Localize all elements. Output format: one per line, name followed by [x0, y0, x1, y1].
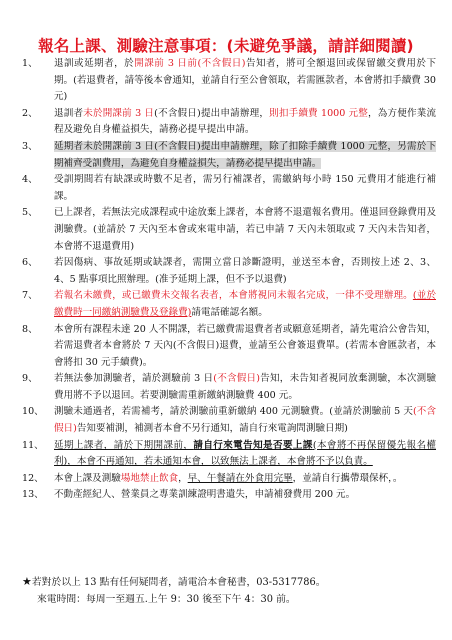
item-number: 5、 [22, 207, 38, 219]
item-text-segment: 退訓或延期者，於 [54, 58, 135, 69]
item-text [54, 139, 436, 172]
item-number: 12、 [22, 472, 44, 484]
item-text-segment: (並於繳費時一同繳納測驗費及登錄費) [54, 290, 436, 318]
list-item [22, 172, 436, 205]
item-text-segment: 若因傷病、事故延期或缺課者，需開立當日診斷證明，並送至本會，否則按上述 2、3、4、5 點事項比照辦理。(准予延期上課，但不予以退費) [54, 257, 436, 285]
item-text-segment: (本會將不再保留優先報名權利)，本會不再通知，若未通知本會，以致無法上課者，本會將不予以負責。 [54, 439, 436, 468]
item-text-segment: 退訓者 [54, 107, 84, 119]
item-number: 3、 [22, 140, 38, 152]
item-number: 10、 [22, 406, 44, 418]
item-text [54, 288, 436, 321]
item-text-segment: ，並請自行攜帶環保杯，。 [292, 472, 403, 484]
item-text-segment: 本會所有課程未達 20 人不開課，若已繳費需退費者者或願意延期者，請先電洽公會告知，若需退費者本會將於 7 天內(不含假日)退費，並請至公會簽退費單。(若需本會匯款者，本會將扣 30 元手續費)。 [54, 323, 436, 368]
item-text-segment: 請自行來電告知是否要上課 [193, 439, 313, 451]
item-number: 9、 [22, 373, 38, 385]
item-number: 1、 [22, 58, 38, 69]
item-text-segment: 開課前 3 日前(不含假日) [134, 58, 246, 69]
item-text [54, 322, 436, 372]
item-text-segment: ，為方便作業流程及避免自身權益損失，請務必提早提出申請。 [54, 107, 436, 136]
page-title: 報名上課、測驗注意事項：(未避免爭議，請詳細閱讀) [38, 37, 414, 55]
list-item [22, 205, 436, 255]
item-number: 4、 [22, 174, 38, 186]
item-text-segment: 早、午餐請在外食用完畢 [187, 472, 293, 484]
item-text-segment: 已上課者，若無法完成課程或中途放棄上課者，本會將不退還報名費用。僅退回登錄費用及測驗費。(並請於 7 天內至本會或來電申請，若已申請 7 天內未領取或 7 天內未告知者，本會將不退還費用) [54, 207, 436, 252]
item-text-segment: 本會上課及測驗 [54, 472, 121, 484]
item-text-segment: 場地禁止飲食 [120, 472, 179, 484]
star-icon: ★ [22, 575, 32, 588]
item-number: 6、 [22, 257, 38, 269]
item-text [54, 404, 436, 437]
item-text-segment: 若報名未繳費，或已繳費未交報名表者，本會將視同未報名完成，一律不受理辦理。 [54, 290, 413, 302]
item-text [54, 172, 436, 205]
list-item [22, 106, 436, 139]
item-text [54, 471, 436, 488]
item-text-segment: 測驗未通過者，若需補考，請於測驗前重新繳納 400 元測驗費。(並請於測驗前 5 天 [54, 406, 413, 418]
item-number: 11、 [22, 439, 44, 451]
item-text-segment: 請電話確認名額。 [191, 306, 268, 318]
list-item [22, 471, 436, 488]
list-item [22, 322, 436, 372]
contact-text: 若對於以上 13 點有任何疑問者，請電洽本會秘書，03-5317786。 [31, 577, 326, 588]
item-number: 13、 [22, 489, 44, 501]
contact-line [22, 574, 436, 592]
notice-list [22, 56, 436, 504]
item-text-segment: 則扣手續費 1000 元整 [269, 107, 369, 119]
item-text-segment: ， [178, 472, 188, 484]
contact-footer [22, 574, 436, 608]
item-text-segment: (不含假日) [213, 373, 261, 385]
item-text [54, 255, 436, 288]
item-text-segment: (不含假日)提出申請辦理， [154, 107, 270, 119]
item-number: 2、 [22, 107, 38, 119]
item-number: 8、 [22, 323, 38, 335]
item-text [54, 106, 436, 139]
list-item [22, 56, 436, 106]
list-item [22, 288, 436, 321]
list-item [22, 139, 436, 172]
item-text [54, 371, 436, 404]
item-text [54, 438, 436, 471]
item-text [54, 205, 436, 255]
item-text [54, 56, 436, 106]
item-number: 7、 [22, 290, 38, 302]
list-item [22, 371, 436, 404]
list-item [22, 487, 436, 504]
list-item [22, 438, 436, 471]
item-text-segment: 告知者，將可全額退回或保留繳交費用於下期。(若退費者，請等後本會通知，並請自行至公會領取，若需匯款者，本會將扣手續費 30 元) [54, 58, 437, 103]
item-text-segment: 若無法參加測驗者，請於測驗前 3 日 [54, 373, 214, 385]
item-text [54, 487, 436, 504]
item-text-segment: (不含假日) [54, 406, 437, 435]
office-hours: 來電時間：每周一至週五.上午 9：30 後至下午 4：30 前。 [37, 593, 296, 605]
list-item [22, 404, 436, 437]
item-text-segment: 告知要補測，補測者本會不另行通知，請自行來電詢問測驗日期) [76, 423, 348, 435]
item-text-segment: 受訓期間若有缺課或時數不足者，需另行補課者，需繳納每小時 150 元費用才能進行補課。 [54, 174, 436, 202]
item-text-segment: 告知，未告知者視同放棄測驗，本次測驗費用將不予以退回。若要測驗需重新繳納測驗費 400 元。 [54, 373, 436, 401]
list-item [22, 255, 436, 288]
item-text-segment: 未於開課前 3 日 [83, 107, 155, 119]
item-text-segment: 延期者未於開課前 3 日(不含假日)提出申請辦理，除了扣除手續費 1000 元整，另需於下期補齊受訓費用，為避免自身權益損失，請務必提早提出申請。 [54, 140, 436, 169]
item-text-segment: 不動產經紀人、營業員之專業訓練證明書遺失，申請補發費用 200 元。 [54, 489, 356, 501]
item-text-segment: 延期上課者，請於下期開課前， [54, 439, 194, 451]
